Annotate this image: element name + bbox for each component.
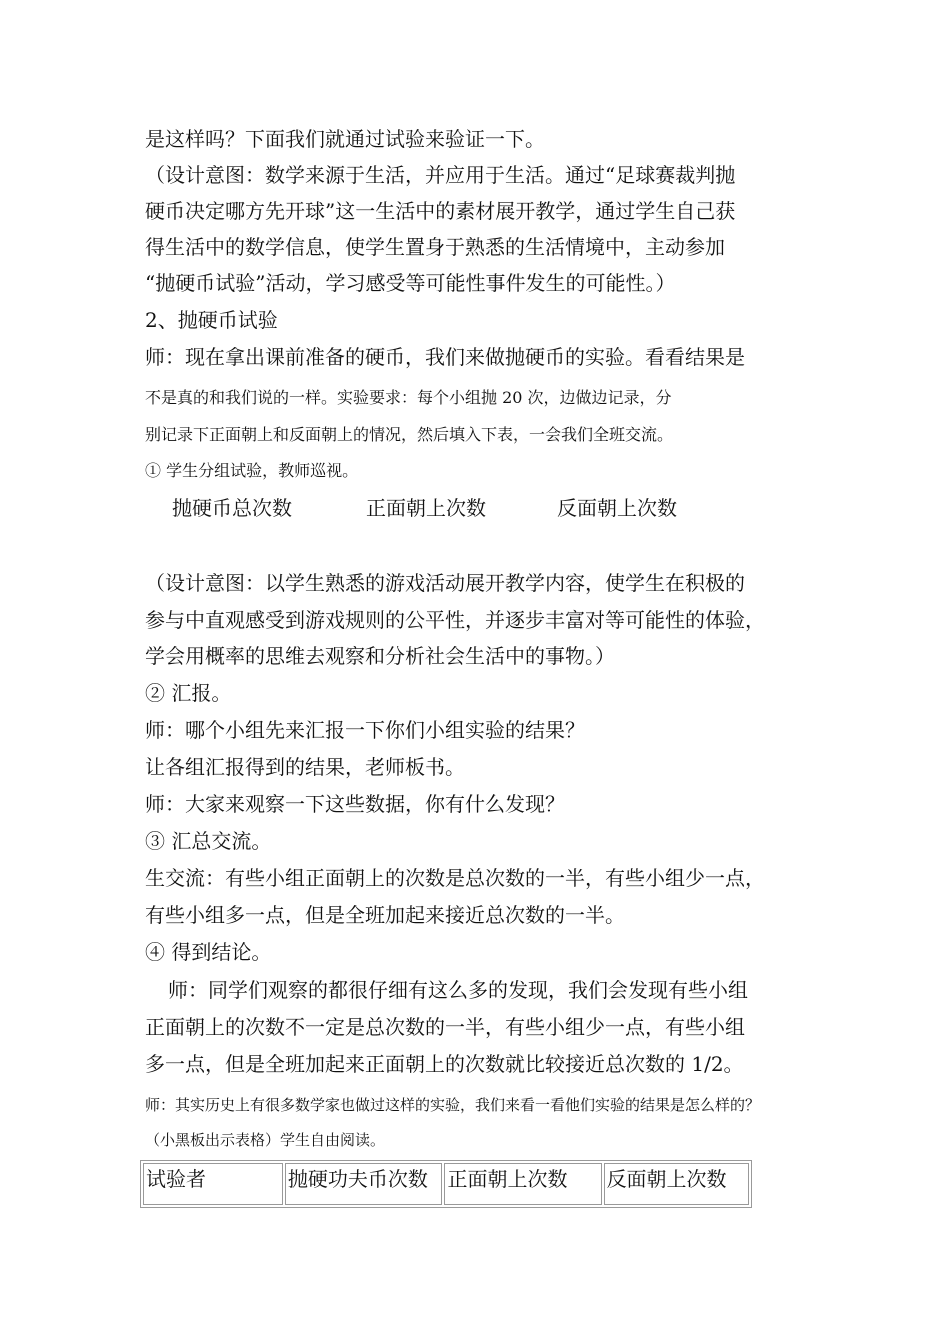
historical-experiments-table xyxy=(140,1160,752,1208)
design-intent-1-line-2: 硬币决定哪方先开球”这一生活中的素材展开教学，通过学生自己获 xyxy=(145,199,736,223)
student-exchange-line-2: 有些小组多一点，但是全班加起来接近总次数的一半。 xyxy=(145,903,625,927)
step-1-group-experiment: ① 学生分组试验，教师巡视。 xyxy=(145,461,359,480)
teacher-question-2: 师：大家来观察一下这些数据，你有什么发现？ xyxy=(145,792,565,816)
teacher-instruction-line-1: 师：现在拿出课前准备的硬币，我们来做抛硬币的实验。看看结果是 xyxy=(145,345,745,369)
teacher-instruction-line-2: 不是真的和我们说的一样。实验要求：每个小组抛 20 次，边做边记录，分 xyxy=(145,388,672,407)
step-2-report: ② 汇报。 xyxy=(145,681,232,705)
table-header-cell: 反面朝上次数 xyxy=(604,1163,749,1205)
step-3-summary: ③ 汇总交流。 xyxy=(145,829,272,853)
teacher-question-1: 师：哪个小组先来汇报一下你们小组实验的结果？ xyxy=(145,718,585,742)
section-heading-coin-toss: 2、抛硬币试验 xyxy=(145,308,278,332)
teacher-instruction-report: 让各组汇报得到的结果，老师板书。 xyxy=(145,755,465,779)
conclusion-line-2: 正面朝上的次数不一定是总次数的一半，有些小组少一点，有些小组 xyxy=(145,1015,745,1039)
design-intent-1-line-3: 得生活中的数学信息，使学生置身于熟悉的生活情境中，主动参加 xyxy=(145,235,725,259)
design-intent-2-line-2: 参与中直观感受到游戏规则的公平性，并逐步丰富对等可能性的体验， xyxy=(145,608,765,632)
student-exchange-line-1: 生交流：有些小组正面朝上的次数是总次数的一半，有些小组少一点， xyxy=(145,866,765,890)
record-table-header xyxy=(0,493,950,525)
table-header-row xyxy=(143,1163,749,1205)
design-intent-1-line-4: “抛硬币试验”活动，学习感受等可能性事件发生的可能性。） xyxy=(145,271,676,295)
table-header-cell: 抛硬功夫币次数 xyxy=(285,1163,443,1205)
step-4-conclusion: ④ 得到结论。 xyxy=(145,940,272,964)
teacher-instruction-line-3: 别记录下正面朝上和反面朝上的情况，然后填入下表，一会我们全班交流。 xyxy=(145,425,674,444)
conclusion-line-1: 师：同学们观察的都很仔细有这么多的发现，我们会发现有些小组 xyxy=(168,978,748,1002)
design-intent-1-line-1: （设计意图：数学来源于生活，并应用于生活。通过“足球赛裁判抛 xyxy=(145,163,736,187)
table-header-cell: 试验者 xyxy=(143,1163,283,1205)
design-intent-2-line-3: 学会用概率的思维去观察和分析社会生活中的事物。） xyxy=(145,644,615,668)
design-intent-2-line-1: （设计意图：以学生熟悉的游戏活动展开教学内容，使学生在积极的 xyxy=(145,571,745,595)
history-intro: 师：其实历史上有很多数学家也做过这样的实验，我们来看一看他们实验的结果是怎么样的？ xyxy=(145,1096,761,1114)
paragraph-intro: 是这样吗？下面我们就通过试验来验证一下。 xyxy=(145,127,545,151)
table-header-cell: 正面朝上次数 xyxy=(444,1163,601,1205)
conclusion-line-3: 多一点，但是全班加起来正面朝上的次数就比较接近总次数的 1/2。 xyxy=(145,1052,744,1076)
record-col-total: 抛硬币总次数 xyxy=(172,496,292,520)
blackboard-note: （小黑板出示表格）学生自由阅读。 xyxy=(145,1131,386,1149)
record-col-tails: 反面朝上次数 xyxy=(557,496,677,520)
record-col-heads: 正面朝上次数 xyxy=(366,496,486,520)
